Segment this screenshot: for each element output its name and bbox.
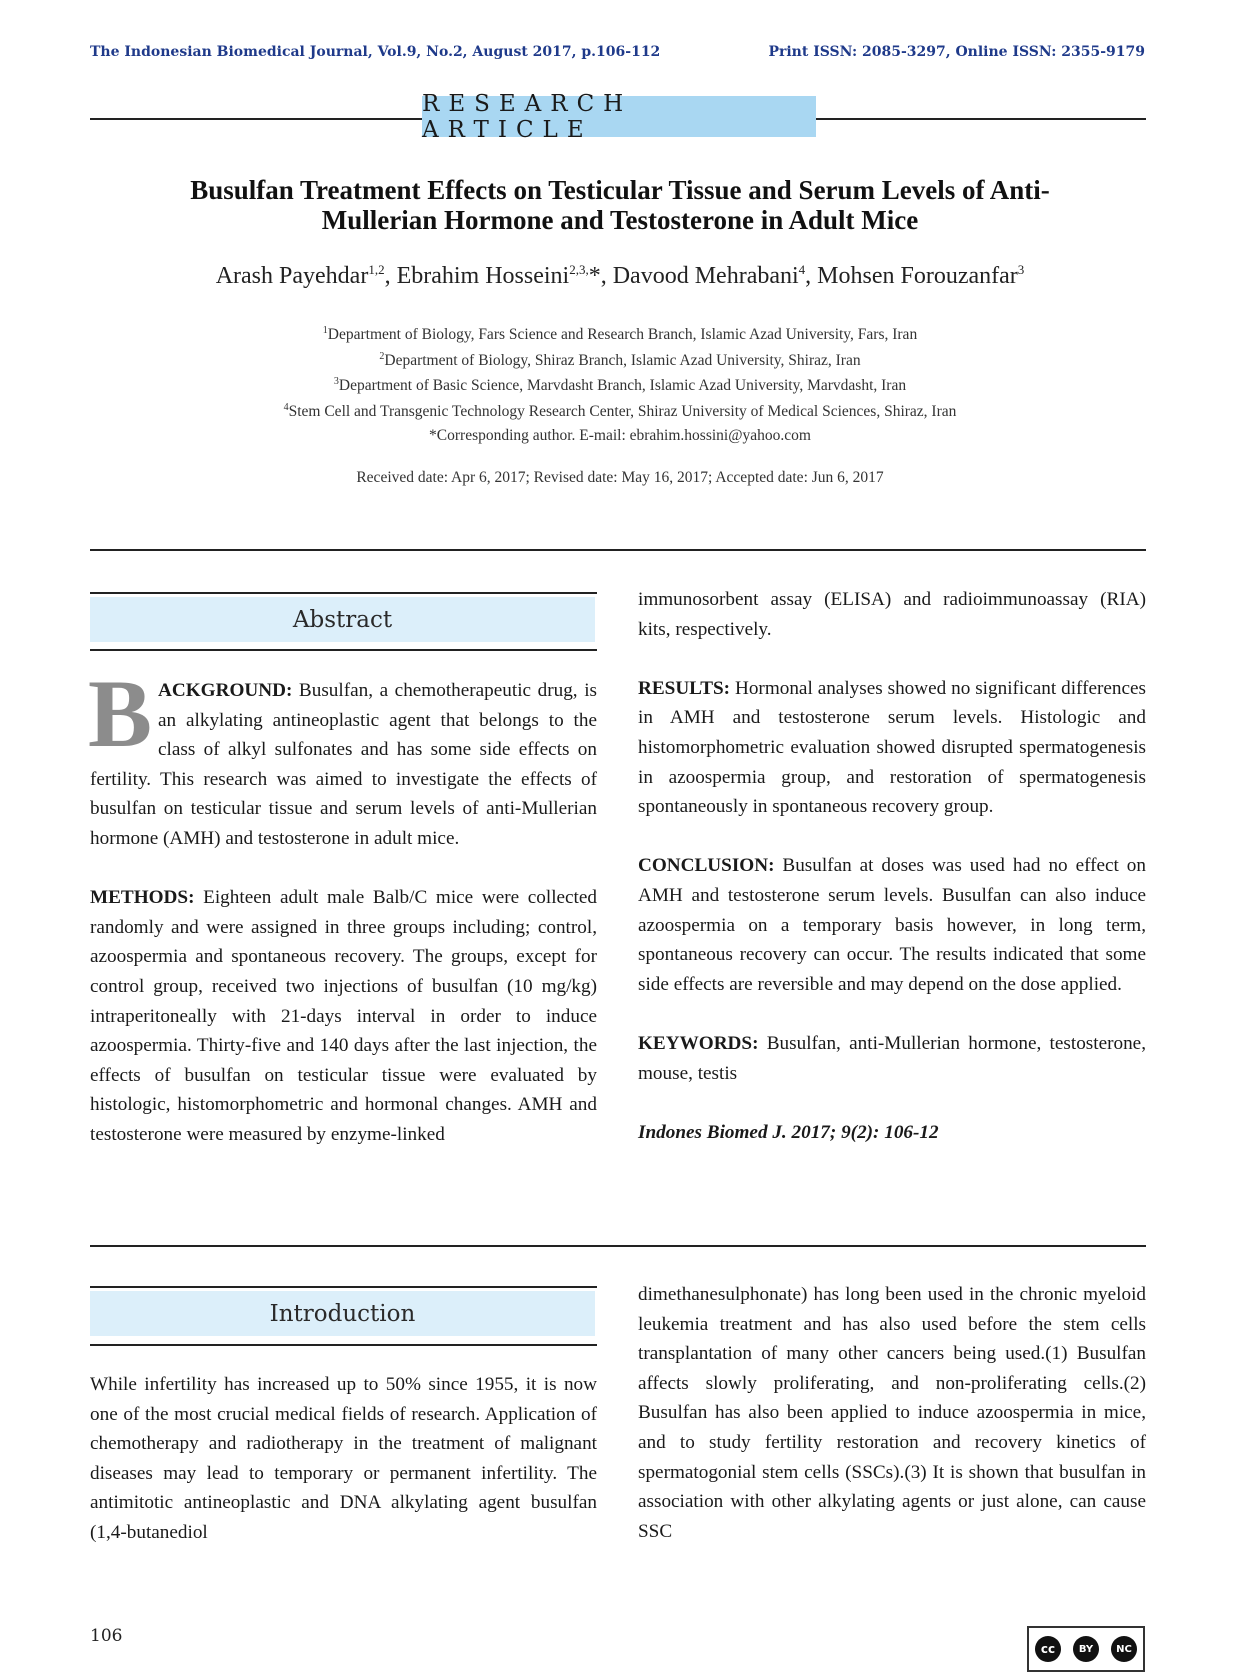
- conclusion-paragraph: [638, 851, 1146, 999]
- banner-rule-left: [90, 118, 422, 120]
- affil-text: Department of Biology, Shiraz Branch, Islamic Azad University, Shiraz, Iran: [384, 351, 861, 369]
- affil-text: Stem Cell and Transgenic Technology Research Center, Shiraz University of Medical Sciences, Shiraz, Iran: [288, 403, 957, 421]
- methods-paragraph: [90, 883, 597, 1149]
- intro-heading-rule-bottom: [90, 1344, 597, 1346]
- author-name: Ebrahim Hosseini: [396, 263, 570, 289]
- affil-sup: 2: [379, 350, 385, 362]
- title-line-2: Mullerian Hormone and Testosterone in Adult Mice: [321, 205, 919, 235]
- cc-icon: cc: [1035, 1636, 1061, 1662]
- abstract-heading-rule-bottom: [90, 649, 597, 651]
- author-separator: ,: [384, 263, 397, 289]
- title-line-1: Busulfan Treatment Effects on Testicular Tissue and Serum Levels of Anti-: [190, 175, 1050, 205]
- affil-sup: 3: [333, 376, 339, 388]
- conclusion-text: Busulfan at doses was used had no effect on AMH and testosterone serum levels. Busulfan can also induce azoospermia on a temporary basis however, in long term, spontaneous recovery can occur. The results indicated that some side effects are reversible and may depend on the dose applied.: [638, 855, 1146, 995]
- author-separator: ,: [805, 263, 818, 289]
- author-affil-sup: 4: [798, 262, 806, 277]
- journal-header: The Indonesian Biomedical Journal, Vol.9, No.2, August 2017, p.106-112: [90, 44, 661, 60]
- author-separator: *,: [588, 263, 613, 289]
- keywords-text: Busulfan, anti-Mullerian hormone, testosterone, mouse, testis: [638, 1032, 1146, 1084]
- author-name: Mohsen Forouzanfar: [817, 263, 1018, 289]
- methods-text: Eighteen adult male Balb/C mice were collected randomly and were assigned in three groups including; control, azoospermia and spontaneous recovery. The groups, except for control group, received two injections of busulfan (10 mg/kg) intraperitoneally with 21-days interval in order to induce azoospermia. Thirty-five and 140 days after the last injection, the effects of busulfan on testicular tissue were evaluated by histologic, histomorphometric and hormonal changes. AMH and testosterone were measured by enzyme-linked: [90, 887, 597, 1145]
- affil-sup: 1: [322, 325, 328, 336]
- abstract-right-column: [638, 585, 1146, 1147]
- background-label: ACKGROUND:: [158, 680, 293, 701]
- abstract-heading-rule-top: [90, 592, 597, 594]
- introduction-right-column: [638, 1280, 1146, 1546]
- author-list: [120, 262, 1120, 290]
- author-name: Arash Payehdar: [215, 263, 369, 289]
- affiliation: [120, 397, 1120, 423]
- affiliation: [120, 346, 1120, 372]
- affil-text: Department of Basic Science, Marvdasht Branch, Islamic Azad University, Marvdasht, Iran: [338, 377, 907, 395]
- affil-sup: 4: [283, 401, 289, 413]
- intro-heading-rule-top: [90, 1286, 597, 1288]
- abstract-top-rule: [90, 549, 1146, 551]
- abstract-heading: Abstract: [90, 597, 595, 642]
- article-type-banner: RESEARCH ARTICLE: [422, 96, 816, 137]
- issn-header: Print ISSN: 2085-3297, Online ISSN: 2355-9179: [768, 44, 1145, 60]
- introduction-left-column: [90, 1370, 597, 1548]
- author-affil-sup: 1,2: [368, 262, 385, 277]
- citation: Indones Biomed J. 2017; 9(2): 106-12: [638, 1121, 939, 1143]
- results-label: RESULTS:: [638, 677, 731, 699]
- keywords-label: KEYWORDS:: [638, 1032, 759, 1054]
- introduction-top-rule: [90, 1245, 1146, 1247]
- methods-label: METHODS:: [90, 887, 195, 909]
- page-number: 106: [90, 1626, 123, 1646]
- affiliation-list: [120, 320, 1120, 423]
- abstract-left-column: [88, 660, 597, 1150]
- attribution-icon: BY: [1073, 1636, 1099, 1662]
- author-affil-sup: 3: [1017, 262, 1025, 277]
- corresponding-author: *Corresponding author. E-mail: ebrahim.hossini@yahoo.com: [429, 427, 811, 444]
- methods-continued: immunosorbent assay (ELISA) and radioimmunoassay (RIA) kits, respectively.: [638, 589, 1146, 640]
- background-text: Busulfan, a chemotherapeutic drug, is an alkylating antineoplastic agent that belongs to the class of alkyl sulfonates and has some side effects on fertility. This research was aimed to investigate the effects of busulfan on testicular tissue and serum levels of anti-Mullerian hormone (AMH) and testosterone in adult mice.: [90, 680, 597, 849]
- affiliation: [120, 371, 1120, 397]
- affiliation: [120, 320, 1120, 346]
- author-name: Davood Mehrabani: [612, 263, 799, 289]
- noncommercial-icon: NC: [1111, 1636, 1137, 1662]
- results-text: Hormonal analyses showed no significant differences in AMH and testosterone serum levels. Histologic and histomorphometric evaluation showed disrupted spermatogenesis in azoospermia group, and restoration of spermatogenesis spontaneously in spontaneous recovery group.: [638, 677, 1146, 818]
- cc-license-badge[interactable]: [1027, 1626, 1145, 1672]
- submission-dates: Received date: Apr 6, 2017; Revised date: May 16, 2017; Accepted date: Jun 6, 2017: [356, 469, 884, 486]
- author-affil-sup: 2,3,: [569, 262, 589, 277]
- intro-paragraph: While infertility has increased up to 50% since 1955, it is now one of the most crucial medical fields of research. Application of chemotherapy and radiotherapy in the treatment of malignant diseases may lead to temporary or permanent infertility. The antimitotic antineoplastic and DNA alkylating agent busulfan (1,4-butanediol: [90, 1374, 597, 1543]
- intro-paragraph-continued: dimethanesulphonate) has long been used in the chronic myeloid leukemia treatment and has also used before the stem cells transplantation of many other cancers being used.(1) Busulfan affects slowly proliferating, and non-proliferating cells.(2) Busulfan has also been applied to induce azoospermia in mice, and to study fertility restoration and recovery kinetics of spermatogonial stem cells (SSCs).(3) It is shown that busulfan in association with other alkylating agents or just alone, can cause SSC: [638, 1284, 1146, 1542]
- results-paragraph: [638, 674, 1146, 822]
- conclusion-label: CONCLUSION:: [638, 855, 775, 877]
- banner-rule-right: [816, 118, 1146, 120]
- affil-text: Department of Biology, Fars Science and Research Branch, Islamic Azad University, Fars, Iran: [327, 326, 918, 344]
- article-title: [120, 175, 1120, 235]
- keywords-paragraph: [638, 1029, 1146, 1088]
- introduction-heading: Introduction: [90, 1291, 595, 1336]
- drop-cap: B: [88, 660, 153, 767]
- background-paragraph: [88, 660, 597, 854]
